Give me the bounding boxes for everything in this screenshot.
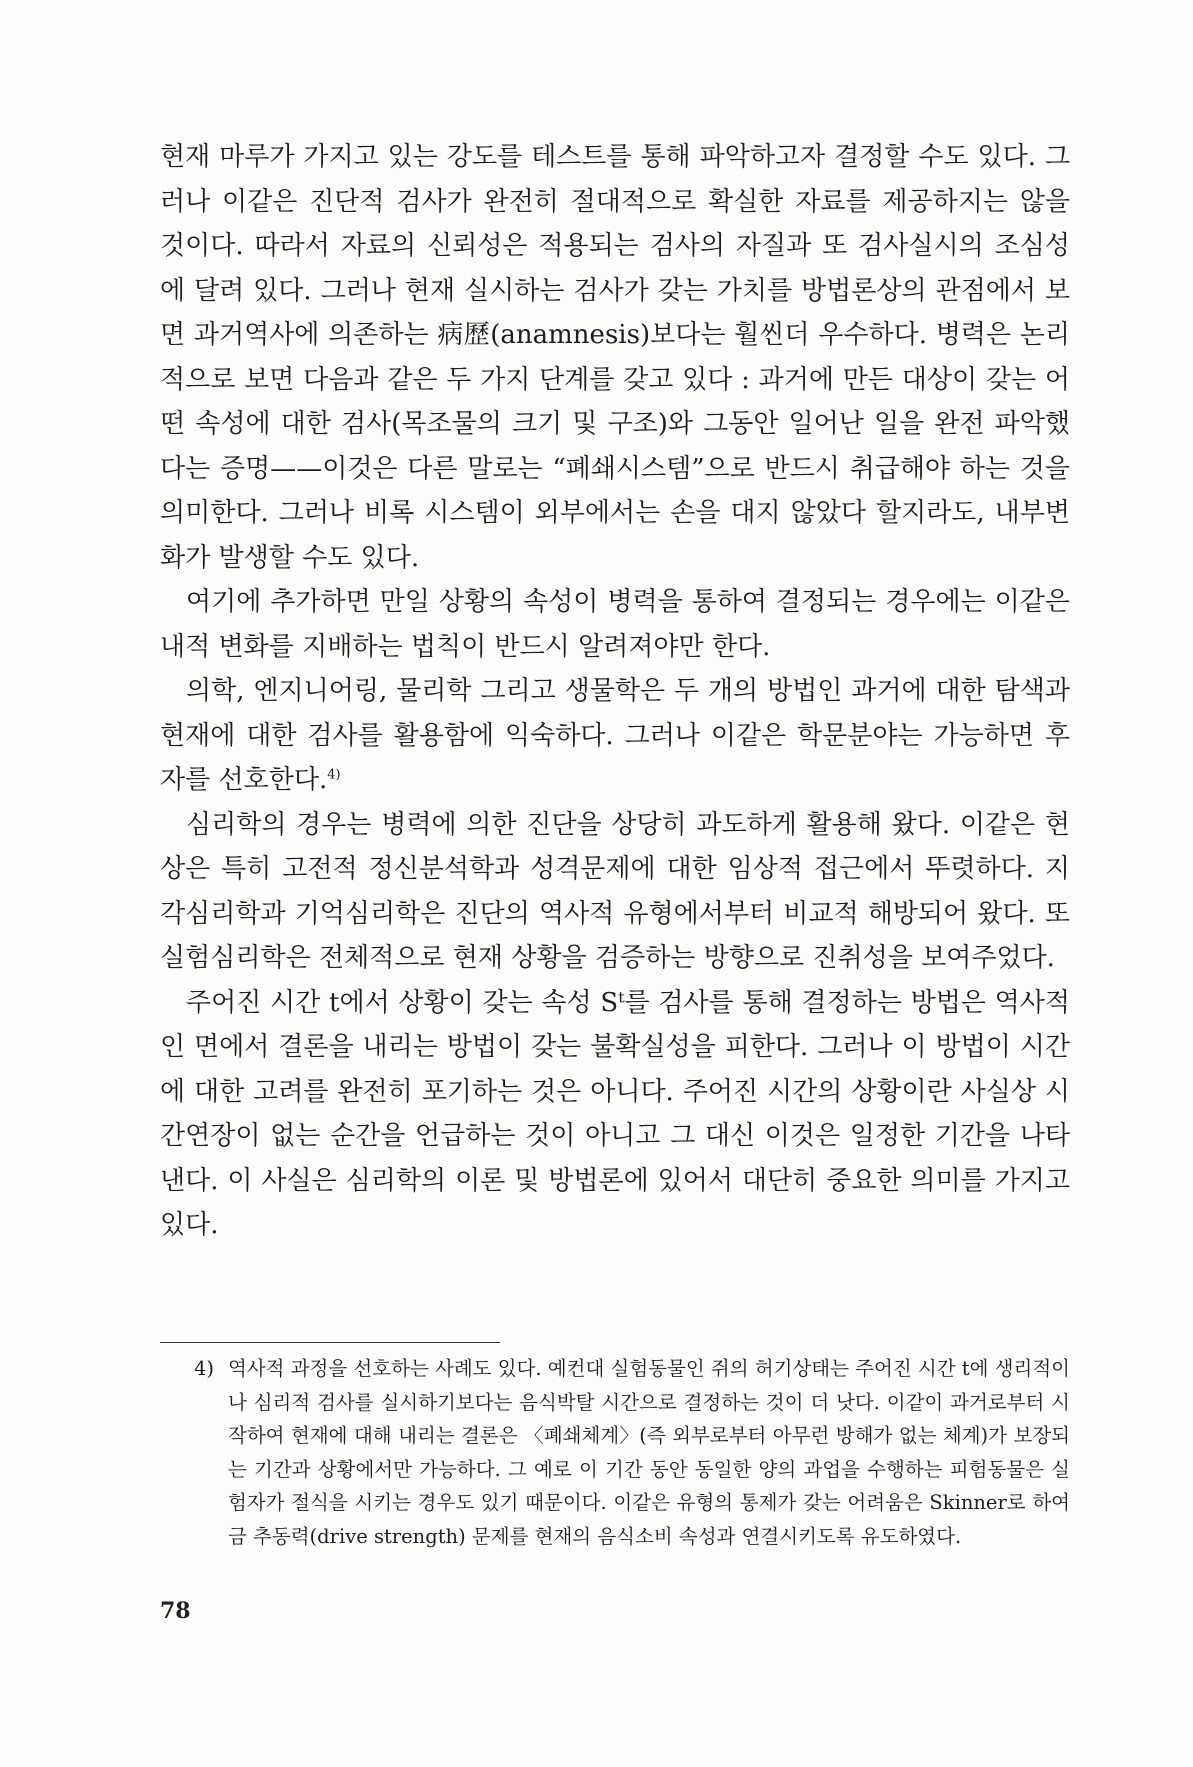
footnote-text: 역사적 과정을 선호하는 사례도 있다. 예컨대 실험동물인 쥐의 허기상태는 주어진 시간 t에 생리적이나 심리적 검사를 실시하기보다는 음식박탈 시간으로 결정하는 것이 더 낫다. 이같이 과거로부터 시작하여 현재에 대해 내리는 결론은 〈폐쇄체계〉(즉 외부로부터 아무런 방해가 없는 체계)가 보장되는 기간과 상황에서만 가능하다. 그 예로 이 기간 동안 동일한 양의 과업을 수행하는 피험동물은 실험자가 절식을 시키는 경우도 있기 때문이다. 이같은 유형의 통제가 갖는 어려움은 Skinner로 하여금 추동력(drive strength) 문제를 현재의 음식소비 속성과 연결시키도록 유도하였다. (228, 1357, 1070, 1548)
footnote-reference: 4) (327, 767, 341, 783)
paragraph (160, 669, 1070, 803)
paragraph: 현재 마루가 가지고 있는 강도를 테스트를 통해 파악하고자 결정할 수도 있다. 그러나 이같은 진단적 검사가 완전히 절대적으로 확실한 자료를 제공하지는 않을 것이다. 따라서 자료의 신뢰성은 적용되는 검사의 자질과 또 검사실시의 조심성에 달려 있다. 그러나 현재 실시하는 검사가 갖는 가치를 방법론상의 관점에서 보면 과거역사에 의존하는 病歷(anamnesis)보다는 훨씬더 우수하다. 병력은 논리적으로 보면 다음과 같은 두 가지 단계를 갖고 있다 : 과거에 만든 대상이 갖는 어떤 속성에 대한 검사(목조물의 크기 및 구조)와 그동안 일어난 일을 완전 파악했다는 증명——이것은 다른 말로는 “폐쇄시스템”으로 반드시 취급해야 하는 것을 의미한다. 그러나 비록 시스템이 외부에서는 손을 대지 않았다 할지라도, 내부변화가 발생할 수도 있다. (160, 142, 1070, 573)
footnote (194, 1352, 1070, 1553)
paragraph: 여기에 추가하면 만일 상황의 속성이 병력을 통하여 결정되는 경우에는 이같은 내적 변화를 지배하는 법칙이 반드시 알려져야만 한다. (160, 587, 1070, 662)
page-number: 78 (160, 1598, 191, 1624)
paragraph: 심리학의 경우는 병력에 의한 진단을 상당히 과도하게 활용해 왔다. 이같은 현상은 특히 고전적 정신분석학과 성격문제에 대한 임상적 접근에서 뚜렷하다. 지각심리학과 기억심리학은 진단의 역사적 유형에서부터 비교적 해방되어 왔다. 또 실험심리학은 전체적으로 현재 상황을 검증하는 방향으로 진취성을 보여주었다. (160, 809, 1070, 973)
body-text (160, 135, 1070, 1248)
paragraph: 주어진 시간 t에서 상황이 갖는 속성 Sᵗ를 검사를 통해 결정하는 방법은 역사적인 면에서 결론을 내리는 방법이 갖는 불확실성을 피한다. 그러나 이 방법이 시간에 대한 고려를 완전히 포기하는 것은 아니다. 주어진 시간의 상황이란 사실상 시간연장이 없는 순간을 언급하는 것이 아니고 그 대신 이것은 일정한 기간을 나타낸다. 이 사실은 심리학의 이론 및 방법론에 있어서 대단히 중요한 의미를 가지고 있다. (160, 987, 1070, 1240)
footnote-marker: 4) (194, 1357, 215, 1380)
footnote-divider (160, 1342, 500, 1343)
paragraph-text: 의학, 엔지니어링, 물리학 그리고 생물학은 두 개의 방법인 과거에 대한 탐색과 현재에 대한 검사를 활용함에 익숙하다. 그러나 이같은 학문분야는 가능하면 후자를 선호한다. (160, 676, 1070, 795)
